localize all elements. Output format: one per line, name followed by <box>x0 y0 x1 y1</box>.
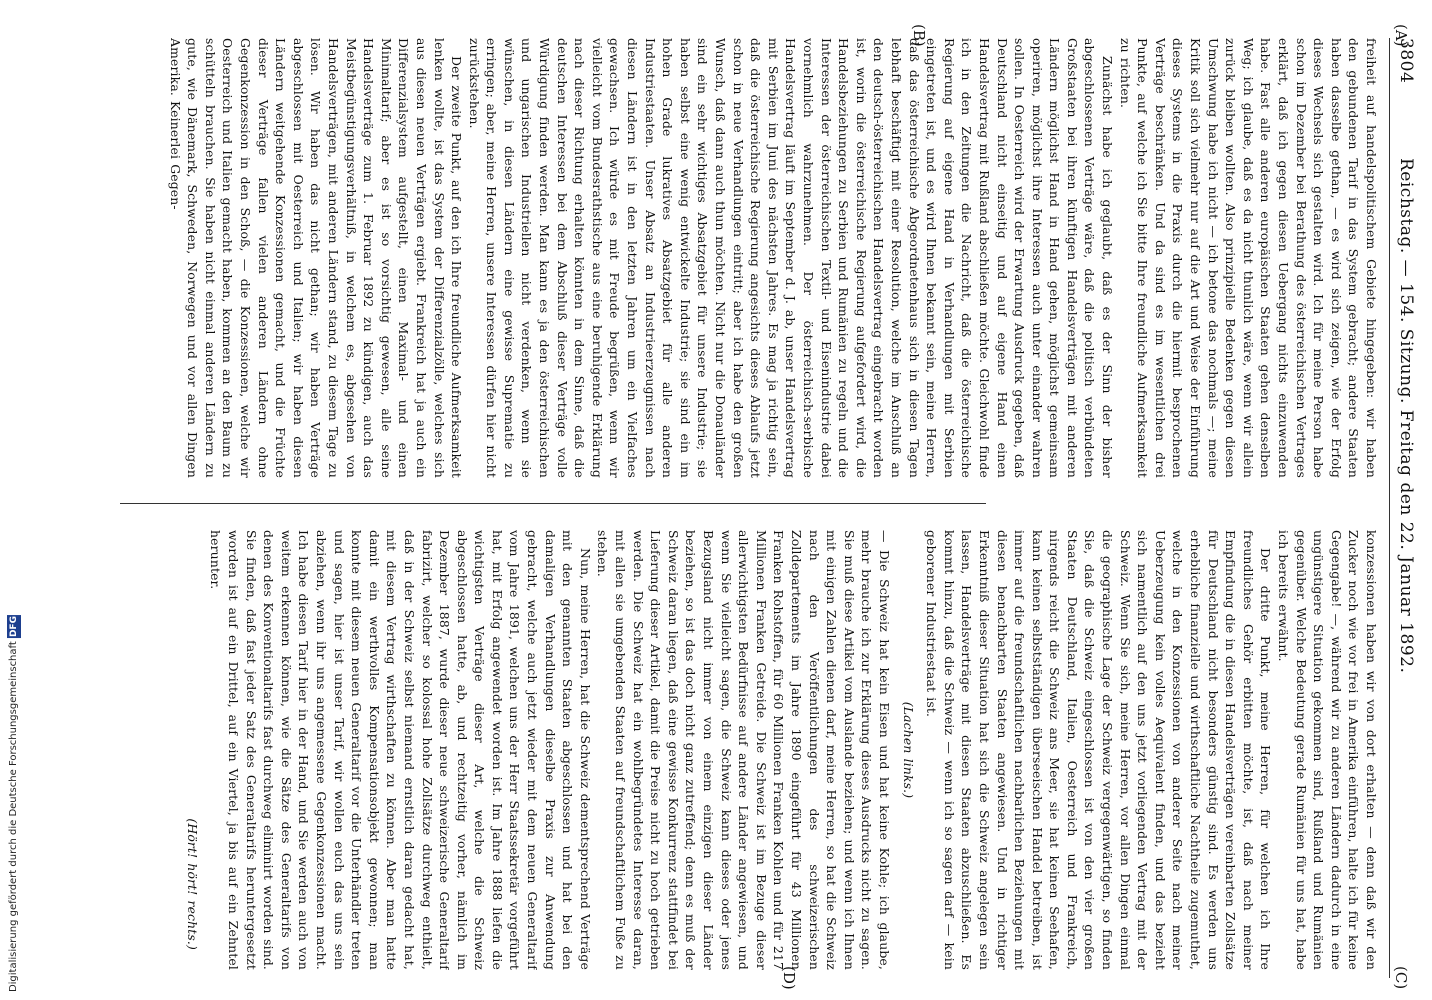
paragraph: freiheit auf handelspolitischem Gebiete hingegeben: wir haben den gebundenen Tarif in das System gebracht; andere Staaten haben dasselbe gethan, — es wird sich zeigen, wie der Erfolg dieses Wechsels sich gestalten wird. Ich für meine Person habe schon im Dezember bei Berathung des österreichischen Vertrages erklärt, daß ich gegen diesen Uebergang nichts einzuwenden habe. Fast alle anderen europäischen Staaten gehen denselben Weg; ich glaube, daß es da nicht thunlich wäre, wenn wir allein zurück bleiben wollten. Also prinzipielle Bedenken gegen diesen Umschwung habe ich nicht — ich betone das nochmals —; meine Kritik soll sich vielmehr nur auf die Art und Weise der Einführung dieses Systems in die Praxis durch die hiermit besprochenen Verträge beschränken. Und da sind es im wesentlichen drei Punkte, auf welche ich Sie bitte Ihre freundliche Aufmerksamkeit zu richten. <box>1117 38 1379 478</box>
dfg-logo-icon: DFG <box>9 615 19 637</box>
margin-marker-a: (A) <box>1392 24 1410 47</box>
page-header <box>1388 38 1418 978</box>
margin-marker-d: (D) <box>780 966 798 990</box>
paragraph: Zunächst habe ich geglaubt, daß es der Sinn der bisher abgeschlossenen Verträge wäre, daß die politisch verbündeten Großstaaten bei ihren künftigen Handelsverträgen mit anderen Ländern möglichst Hand in Hand gehen, möglichst gemeinsam operiren, möglichst ihre Interessen auch unter einander wahren sollen. In Oesterreich wird der Erwartung Ausdruck gegeben, daß Deutschland nicht einseitig und auf eigene Hand einen Handelsvertrag mit Rußland abschließen möchte. Gleichwohl finde ich in den Zeitungen die Nachricht, daß die österreichische Regierung auf eigene Hand in Verhandlungen mit Serbien eingetreten ist, und es wird Ihnen bekannt sein, meine Herren, daß das österreichische Abgeordnetenhaus sich in diesen Tagen lebhaft beschäftigt mit einer Resolution, welche im Anschluß an den deutsch-österreichischen Handelsvertrag eingebracht worden ist, worin die österreichische Regierung aufgefordert wird, die Handelsbeziehungen zu Serbien und Rumänien zu regeln und die Interessen der österreichischen Textil- und Eisenindustrie dabei vornehmlich wahrzunehmen. Der österreichisch-serbische Handelsvertrag läuft im September d. J. ab, unser Handelsvertrag mit Serbien im Juni des nächsten Jahres. Es mag ja richtig sein, daß die österreichische Regierung angesichts dieses Ablaufs jetzt schon in neue Verhandlungen eintritt; aber ich habe den großen Wunsch, daß dann auch thun möchten. Nicht nur die Donauländer sind ein sehr wichtiges Absatzgebiet für unsere Industrie; sie haben selbst eine wenig entwickelte Industrie; sie sind ein im hohen Grade lukratives Absatzgebiet für alle anderen Industriestaaten. Unser Absatz an Industrieerzeugnissen nach diesen Ländern ist in den letzten Jahren um ein Vielfaches gewachsen. Ich würde es mit Freude begrüßen, wenn wir vielleicht vom Bundesrathstische aus eine beruhigende Erklärung nach dieser Richtung erhalten könnten in dem Sinne, daß die deutschen Interessen bei dem Abschluß dieser Verträge volle Würdigung finden werden. Man kann es ja den österreichischen und ungarischen Industriellen nicht verdenken, wenn sie wünschen, in diesen Ländern eine gewisse Suprematie zu erringen; aber, meine Herren, unsere Interessen dürfen hier nicht zurückstehen. <box>466 38 1116 478</box>
stage-direction: (Lachen links.) <box>900 701 916 799</box>
scanned-page <box>58 24 1418 990</box>
paragraph: — Die Schweiz hat kein Eisen und hat keine Kohle; ich glaube, mehr brauche ich zur Erklärung dieses Ausdrucks nicht zu sagen. Sie muß diese Artikel vom Auslande beziehen; und wenn ich Ihnen mit einigen Zahlen dienen darf, meine Herren, so hat die Schweiz nach den Veröffentlichungen des schweizerischen Zolldepartements im Jahre 1890 eingeführt für 43 Millionen Franken Rohstoffen, für 60 Millionen Franken Kohlen und für 217 Millionen Franken Getreide. Die Schweiz ist im Bezuge dieser allerwichtigsten Bedürfnisse auf andere Länder angewiesen, und wenn Sie vielleicht sagen, die Schweiz kann dieses oder jenes Bezugsland nicht immer von einem einzigen dieser Länder beziehen, so ist das doch nicht ganz zutreffend; denn es muß der Schweiz daran liegen, daß eine gewisse Konkurrenz stattfindet bei Lieferung dieser Artikel, damit die Preise nicht zu hoch getrieben werden. Die Schweiz hat ein wohlbegründetes Interesse daran, mit allen sie umgebenden Staaten auf freundschaftlichem Fuße zu stehen. <box>595 530 892 970</box>
digitization-note <box>7 615 21 992</box>
paragraph: Der dritte Punkt, meine Herren, für welchen ich Ihre freundliches Gehör erbitten möchte, ist, daß nach meiner Empfindung die in diesen Handelsverträgen vereinbarten Zollsätze für Deutschland nicht besonders günstig sind. Es werden uns erhebliche finanzielle und wirthschaftliche Nachtheile zugemuthet, welche in den Konzessionen von anderer Seite nach meiner Ueberzeugung kein volles Aequivalent finden, und das bezieht sich namentlich auf den uns jetzt vorliegenden Vertrag mit der Schweiz. Wenn Sie sich, meine Herren, vor allen Dingen einmal die geographische Lage der Schweiz vergegenwärtigen, so finden Sie, daß die Schweiz eingeschlossen ist von den vier großen Staaten Deutschland, Italien, Oesterreich und Frankreich, nirgends reicht die Schweiz ans Meer, sie hat keinen Seehafen, kann keinen selbstständigen überseeischen Handel betreiben, ist immer auf die freundschaftlichen nachbarlichen Beziehungen mit diesen benachbarten Staaten angewiesen. Und in richtiger Erkenntniß dieser Situation hat sich die Schweiz angelegen sein lassen, Handelsverträge mit diesen Staaten abzuschließen. Es kommt hinzu, daß die Schweiz — wenn ich so sagen darf — kein geborener Industriestaat ist. <box>924 530 1274 970</box>
right-column <box>80 530 1380 970</box>
page-number: 3804 <box>1396 38 1416 84</box>
digitization-note-text: Digitalisierung gefördert durch die Deutsche Forschungsgemeinschaft <box>8 641 19 992</box>
paragraph: Nun, meine Herren, hat die Schweiz dementsprechend Verträge mit den genannten Staaten abgeschlossen und hat bei den damaligen Verhandlungen dieselbe Praxis zur Anwendung gebracht, welche auch jetzt wieder mit dem neuen Generaltarif vom Jahre 1891, welchen uns der Herr Staatssekretär vorgeführt hat, mit Erfolg angewendet worden ist. Im Jahre 1888 liefen die wichtigsten Verträge dieser Art, welche die Schweiz abgeschlossen hatte, ab, und rechtzeitig vorher, nämlich im Dezember 1887, wurde dieser neue schweizerische Generaltarif fabrizirt, welcher so kolossal hohe Zollsätze durchweg enthielt, daß in der Schweiz selbst niemand ernstlich daran gedacht hat, mit diesem Vertrag wirthschaften zu können. Aber man hatte damit ein werthvolles Kompensationsobjekt gewonnen; man konnte mit diesem neuen Generaltarif vor die Unterhändler treten und sagen, hier ist unser Tarif, wir wollen euch das uns sein abziehen, wenn ihr uns angemessene Gegenkonzessionen macht. Ich habe diesen Tarif hier in der Hand, und Sie werden auch von weitem erkennen können, wie die Sätze des Generaltarifs von denen des Konventionaltarifs fast durchweg eliminirt worden sind. Sie finden, daß fast jeder Satz des Generaltarifs heruntergesetzt worden ist auf ein Drittel, auf ein Viertel, ja bis auf ein Zehntel herunter. <box>208 530 593 970</box>
stage-direction-end: (Hört! hört! rechts.) <box>184 818 200 950</box>
margin-marker-c: (C) <box>1392 966 1410 990</box>
paragraph: konzessionen haben wir von dort erhalten — denn daß wir den Zucker noch wie vor frei in Amerika einführen, halte ich für keine Gegengabe! —, während wir zu anderen Ländern dadurch in eine ungünstigere Situation gekommen sind, Rußland und Rumänien gegenüber. Welche Bedeutung gerade Rumänien für uns hat, habe ich bereits erwähnt. <box>1276 530 1379 970</box>
paragraph: Der zweite Punkt, auf den ich Ihre freundliche Aufmerksamkeit lenken wollte, ist das System der Differenzialzölle, welches sich aus diesen neuen Verträgen ergiebt. Frankreich hat ja auch ein Differenzialsystem aufgestellt, einen Maximal- und einen Minimaltarif; aber es ist so vorsichtig gewesen, alle seine Handelsverträge zum 1. Februar 1892 zu kündigen, auch das Meistbegünstigungsverhältniß, in welchem es, abgesehen von Handelsverträgen, mit anderen Ländern stand, zu diesem Tage zu lösen. Wir haben das nicht gethan; wir haben Verträge abgeschlossen mit Oesterreich und Italien; wir haben diesen Ländern weitgehende Konzessionen gemacht, und die Früchte dieser Verträge fallen vielen anderen Ländern ohne Gegenkonzession in den Schoß, — die Konzessionen, welche wir Oesterreich und Italien gemacht haben, kommen an den Baum zu schütteln brauchen. Sie haben nicht einmal anderen Ländern zu gute, wie Dänemark, Schweden, Norwegen und vor allen Dingen Amerika. Keinerlei Gegen- <box>167 38 465 478</box>
column-divider <box>120 503 986 504</box>
digitization-sidebar <box>0 0 28 1000</box>
running-head: Reichstag. — 154. Sitzung. Freitag den 22. Januar 1892. <box>1396 158 1416 674</box>
header-rule <box>1389 38 1390 978</box>
margin-marker-b: (B) <box>910 24 928 47</box>
left-column <box>80 38 1380 478</box>
